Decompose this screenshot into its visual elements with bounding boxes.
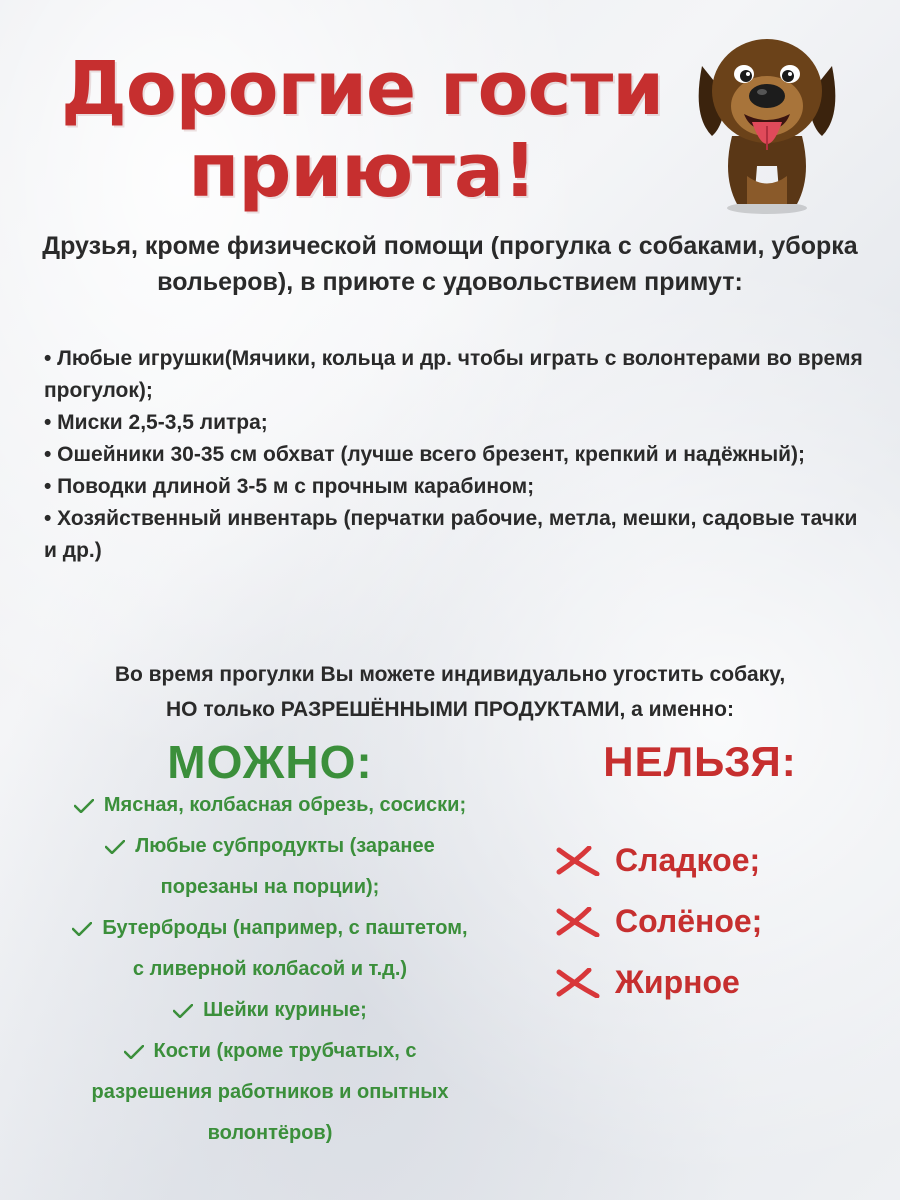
forbidden-list	[555, 830, 875, 1013]
allowed-item-text: Бутерброды (например, с паштетом,	[102, 917, 468, 939]
check-icon	[72, 922, 92, 936]
allowed-item-continued	[0, 1113, 540, 1154]
donation-list	[44, 343, 874, 567]
page-title	[52, 48, 672, 212]
allowed-item	[0, 1031, 540, 1072]
allowed-item-text: волонтёров)	[207, 1122, 333, 1144]
allowed-item-continued	[0, 949, 540, 990]
allowed-item-text: Мясная, колбасная обрезь, сосиски;	[103, 794, 467, 816]
treat-line-1: Во время прогулки Вы можете индивидуально угостить собаку,	[114, 663, 786, 686]
allowed-item-text: Любые субпродукты (заранее	[135, 835, 435, 857]
forbidden-item	[555, 952, 875, 1013]
list-item: • Ошейники 30-35 см обхват (лучше всего брезент, крепкий и надёжный);	[44, 443, 806, 466]
allowed-item-continued	[0, 867, 540, 908]
check-icon	[173, 1004, 193, 1018]
allowed-heading: МОЖНО:	[167, 736, 373, 788]
treat-line-2: НО только РАЗРЕШЁННЫМИ ПРОДУКТАМИ, а именно:	[165, 698, 734, 721]
allowed-item	[0, 826, 540, 867]
allowed-item-continued	[0, 1072, 540, 1113]
allowed-item-text: Шейки куриные;	[203, 999, 367, 1021]
allowed-item	[0, 785, 540, 826]
forbidden-heading: НЕЛЬЗЯ:	[603, 738, 797, 785]
treat-notice	[20, 657, 880, 727]
check-icon	[105, 840, 125, 854]
list-item: • Хозяйственный инвентарь (перчатки рабочие, метла, мешки, садовые тачки и др.)	[44, 507, 858, 562]
forbidden-item	[555, 891, 875, 952]
forbidden-item-text: Солёное;	[615, 903, 763, 939]
allowed-item-text: порезаны на порции);	[160, 876, 380, 898]
cross-icon	[555, 907, 601, 937]
allowed-item-text: с ливерной колбасой и т.д.)	[132, 958, 408, 980]
check-icon	[124, 1045, 144, 1059]
allowed-item-text: разрешения работников и опытных	[91, 1081, 449, 1103]
allowed-item	[0, 990, 540, 1031]
allowed-list	[0, 785, 540, 1154]
list-item: • Миски 2,5-3,5 литра;	[44, 411, 268, 434]
forbidden-item-text: Сладкое;	[615, 842, 761, 878]
cartoon-dog-icon	[692, 26, 842, 216]
forbidden-item	[555, 830, 875, 891]
allowed-item	[0, 908, 540, 949]
intro-text: Друзья, кроме физической помощи (прогулка с собаками, уборка вольеров), в приюте с удовольствием примут:	[42, 232, 858, 296]
title-line-1: Дорогие гости	[60, 46, 664, 132]
allowed-item-text: Кости (кроме трубчатых, с	[153, 1040, 417, 1062]
list-item: • Поводки длиной 3-5 м с прочным карабином;	[44, 475, 535, 498]
forbidden-item-text: Жирное	[615, 964, 740, 1000]
title-line-2: приюта!	[188, 128, 536, 214]
list-item: • Любые игрушки(Мячики, кольца и др. чтобы играть с волонтерами во время прогулок);	[44, 347, 863, 402]
cross-icon	[555, 968, 601, 998]
cross-icon	[555, 846, 601, 876]
check-icon	[74, 799, 94, 813]
